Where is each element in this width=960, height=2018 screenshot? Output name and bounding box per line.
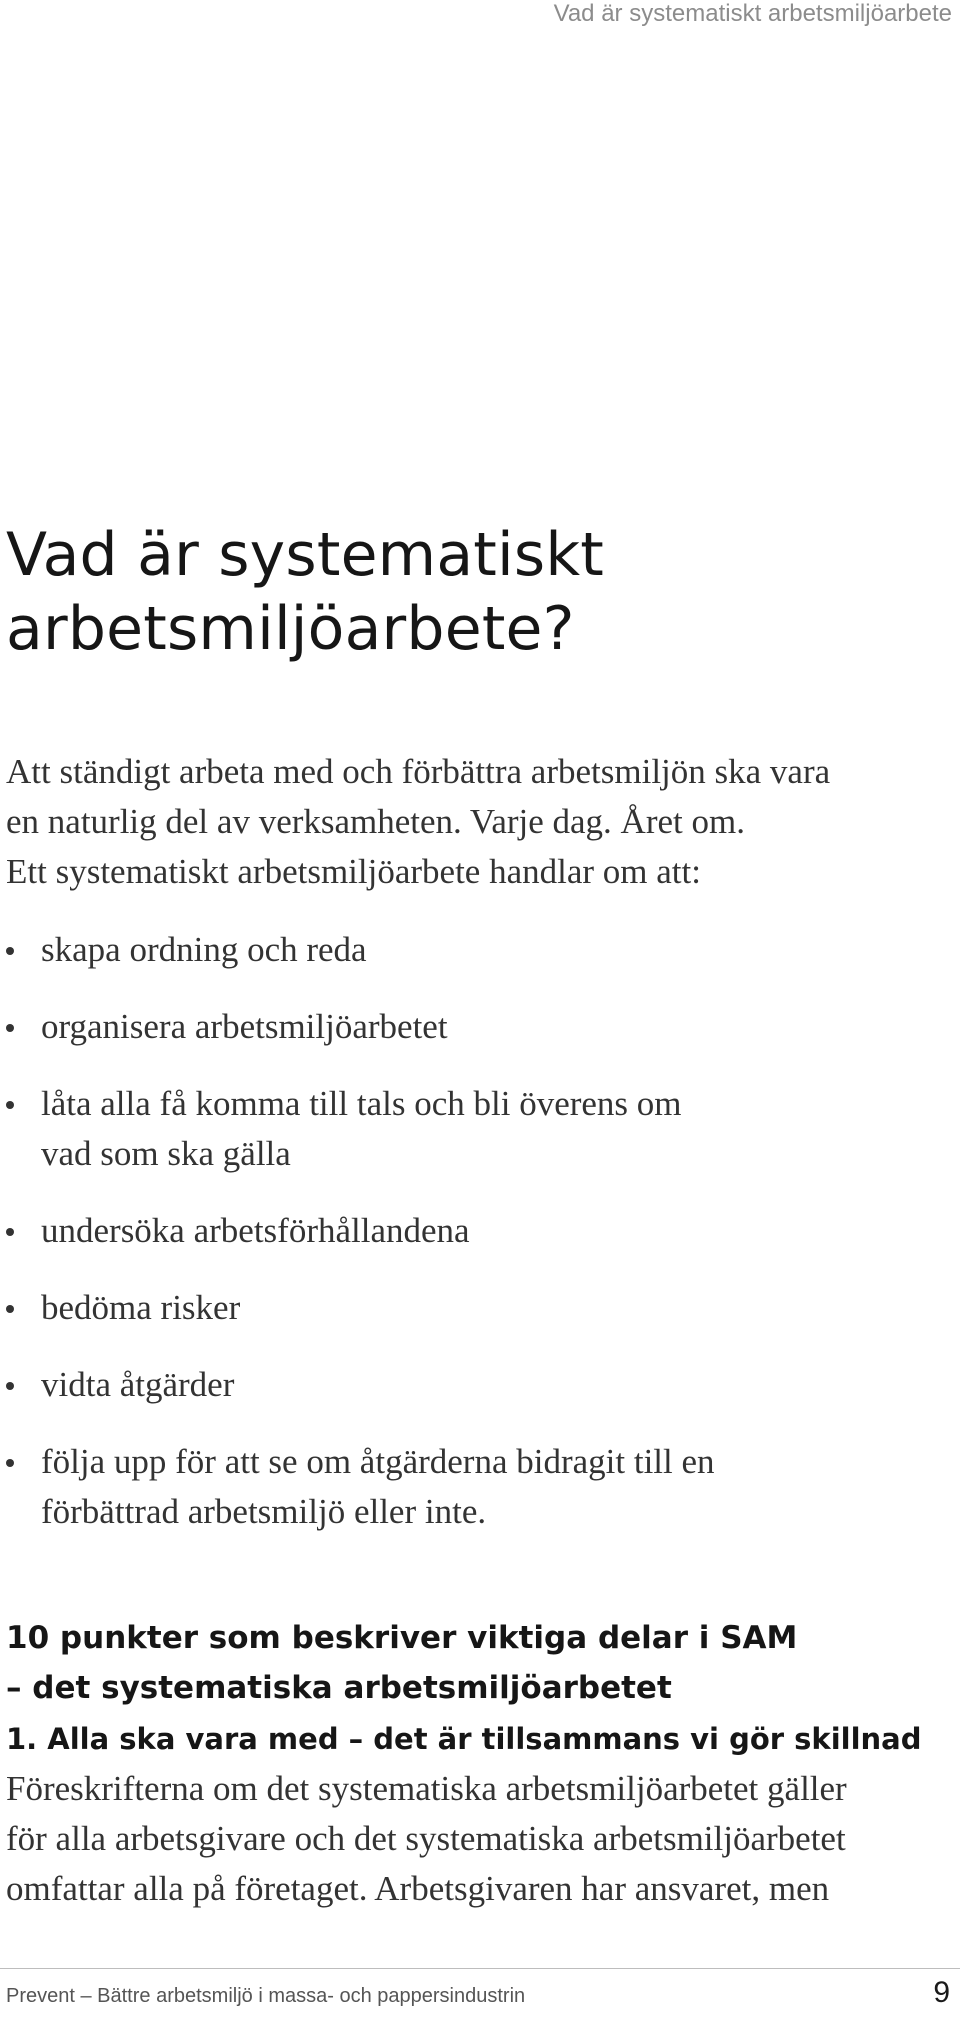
list-item-text: undersöka arbetsförhållandena xyxy=(41,1211,470,1250)
list-item xyxy=(6,1206,946,1256)
list-item-text: förbättrad arbetsmiljö eller inte. xyxy=(41,1492,487,1531)
page-title-line: arbetsmiljöarbete? xyxy=(6,594,575,664)
list-item-text: låta alla få komma till tals och bli överens om xyxy=(41,1084,682,1123)
list-item-text: vidta åtgärder xyxy=(41,1365,235,1404)
section-heading xyxy=(6,1613,946,1713)
list-item xyxy=(6,1079,946,1179)
intro-line: Att ständigt arbeta med och förbättra arbetsmiljön ska vara xyxy=(6,752,831,791)
bullet-icon xyxy=(6,1024,14,1032)
bullet-icon xyxy=(6,1459,14,1467)
list-item xyxy=(6,1283,946,1333)
list-item xyxy=(6,1360,946,1410)
list-item-text: vad som ska gälla xyxy=(41,1134,291,1173)
body-line: Föreskrifterna om det systematiska arbetsmiljöarbetet gäller xyxy=(6,1769,847,1808)
footer-divider xyxy=(0,1968,960,1969)
page-title-line: Vad är systematiskt xyxy=(6,520,605,590)
list-item xyxy=(6,1002,946,1052)
intro-line: Ett systematiskt arbetsmiljöarbete handlar om att: xyxy=(6,852,701,891)
list-item-text: skapa ordning och reda xyxy=(41,930,367,969)
list-item xyxy=(6,925,946,975)
intro-paragraph xyxy=(6,747,956,897)
page-number: 9 xyxy=(933,1976,950,2009)
body-line: för alla arbetsgivare och det systematiska arbetsmiljöarbetet xyxy=(6,1819,846,1858)
section-heading-line: 10 punkter som beskriver viktiga delar i SAM xyxy=(6,1620,798,1656)
body-paragraph xyxy=(6,1764,956,1914)
list-item-text: organisera arbetsmiljöarbetet xyxy=(41,1007,448,1046)
intro-line: en naturlig del av verksamheten. Varje dag. Året om. xyxy=(6,802,745,841)
bullet-icon xyxy=(6,1305,14,1313)
body-line: omfattar alla på företaget. Arbetsgivaren har ansvaret, men xyxy=(6,1869,830,1908)
section-heading-line: – det systematiska arbetsmiljöarbetet xyxy=(6,1670,672,1706)
bullet-list xyxy=(6,925,946,1564)
footer-text: Prevent – Bättre arbetsmiljö i massa- och pappersindustrin xyxy=(6,1985,526,2007)
bullet-icon xyxy=(6,947,14,955)
running-header: Vad är systematiskt arbetsmiljöarbete xyxy=(553,0,952,27)
list-item xyxy=(6,1437,946,1537)
list-item-text: bedöma risker xyxy=(41,1288,241,1327)
page-title xyxy=(6,518,946,666)
bullet-icon xyxy=(6,1101,14,1109)
bullet-icon xyxy=(6,1382,14,1390)
bullet-icon xyxy=(6,1228,14,1236)
sub-heading: 1. Alla ska vara med – det är tillsammans vi gör skillnad xyxy=(6,1722,922,1756)
list-item-text: följa upp för att se om åtgärderna bidragit till en xyxy=(41,1442,715,1481)
